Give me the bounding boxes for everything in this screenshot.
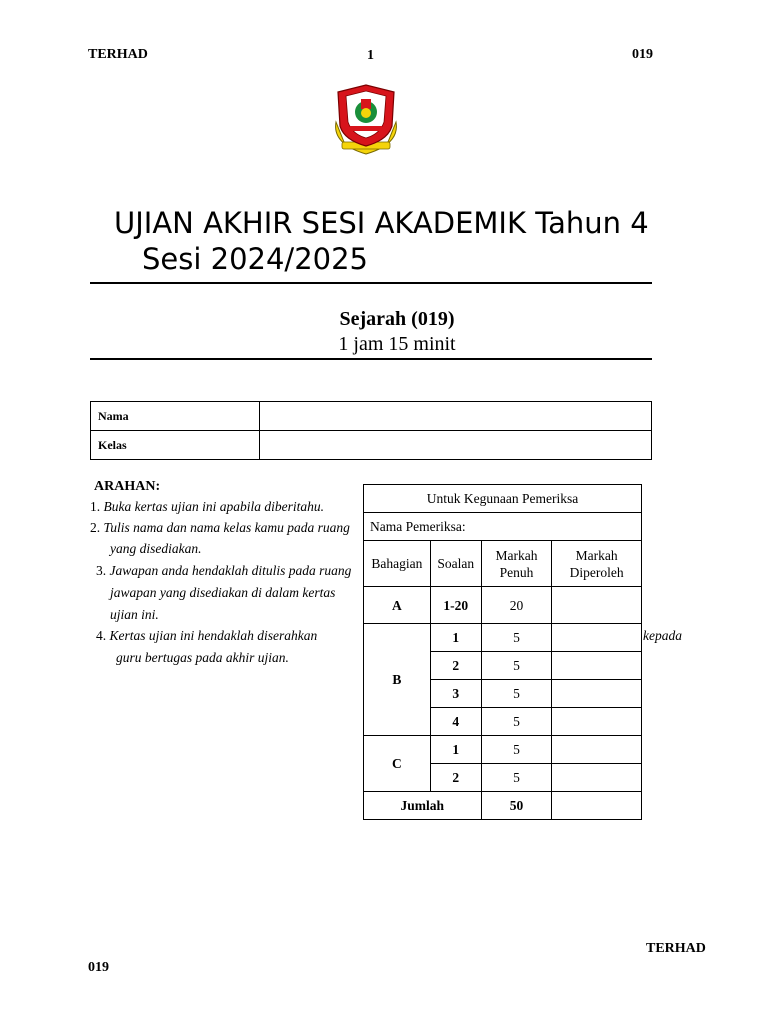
instruction-text: Buka kertas ujian ini apabila diberitahu. bbox=[103, 499, 324, 514]
table-title: Untuk Kegunaan Pemeriksa bbox=[364, 485, 642, 513]
question-cell: 1-20 bbox=[430, 587, 481, 624]
instruction-text: Jawapan anda hendaklah ditulis pada ruang bbox=[109, 563, 352, 578]
question-cell: 1 bbox=[430, 736, 481, 764]
header-marks-obtained-text: Markah Diperoleh bbox=[569, 547, 624, 580]
examiner-marks-table bbox=[363, 484, 642, 820]
instruction-item-2 bbox=[90, 517, 350, 539]
total-marks-obtained[interactable] bbox=[552, 792, 642, 820]
exam-title bbox=[114, 205, 694, 277]
header-section: Bahagian bbox=[364, 541, 431, 587]
exam-title-session: Sesi 2024/2025 bbox=[142, 242, 369, 276]
subject-name: Sejarah (019) bbox=[339, 308, 455, 330]
table-header-row bbox=[364, 541, 642, 587]
footer-code: 019 bbox=[88, 960, 109, 975]
total-row bbox=[364, 792, 642, 820]
marks-obtained-cell[interactable] bbox=[552, 764, 642, 792]
table-title-row bbox=[364, 485, 642, 513]
full-marks-cell: 5 bbox=[481, 708, 552, 736]
examiner-name-label: Nama Pemeriksa: bbox=[364, 513, 642, 541]
examiner-row bbox=[364, 513, 642, 541]
total-label: Jumlah bbox=[364, 792, 482, 820]
section-a: A bbox=[364, 587, 431, 624]
total-full-marks: 50 bbox=[481, 792, 552, 820]
full-marks-cell: 5 bbox=[481, 624, 552, 652]
full-marks-cell: 5 bbox=[481, 652, 552, 680]
instruction-text: Kertas ujian ini hendaklah diserahkan bbox=[109, 628, 318, 643]
header-classification: TERHAD bbox=[88, 47, 148, 62]
student-info-table bbox=[90, 401, 652, 460]
subject-divider bbox=[90, 358, 652, 360]
name-row bbox=[91, 402, 652, 431]
class-label: Kelas bbox=[91, 431, 260, 460]
section-c: C bbox=[364, 736, 431, 792]
marks-obtained-cell[interactable] bbox=[552, 624, 642, 652]
question-cell: 3 bbox=[430, 680, 481, 708]
question-cell: 2 bbox=[430, 764, 481, 792]
table-row bbox=[364, 587, 642, 624]
exam-title-line1: UJIAN AKHIR SESI AKADEMIK Tahun 4 bbox=[114, 206, 649, 240]
exam-duration: 1 jam 15 minit bbox=[338, 333, 456, 355]
header-full-marks-text: Markah Penuh bbox=[495, 547, 538, 580]
instruction-number: 4. bbox=[96, 628, 107, 643]
title-divider bbox=[90, 282, 652, 284]
full-marks-cell: 5 bbox=[481, 764, 552, 792]
table-row bbox=[364, 624, 642, 652]
question-cell: 2 bbox=[430, 652, 481, 680]
footer-classification: TERHAD bbox=[646, 941, 706, 956]
name-label: Nama bbox=[91, 402, 260, 431]
header-code: 019 bbox=[632, 47, 653, 62]
instruction-item-1 bbox=[90, 496, 324, 518]
table-row bbox=[364, 736, 642, 764]
instruction-item-3 bbox=[96, 560, 351, 582]
instruction-text: Tulis nama dan nama kelas kamu pada ruang bbox=[103, 520, 350, 535]
header-question: Soalan bbox=[430, 541, 481, 587]
full-marks-cell: 20 bbox=[481, 587, 552, 624]
name-field[interactable] bbox=[260, 402, 652, 431]
header-page-number: 1 bbox=[367, 48, 374, 63]
marks-obtained-cell[interactable] bbox=[552, 652, 642, 680]
marks-obtained-cell[interactable] bbox=[552, 708, 642, 736]
instruction-text-continued: yang disediakan. bbox=[110, 541, 202, 556]
instruction-overflow-text: kepada bbox=[643, 628, 682, 643]
instruction-number: 1. bbox=[90, 499, 101, 514]
instruction-item-4 bbox=[96, 625, 317, 647]
question-cell: 4 bbox=[430, 708, 481, 736]
marks-obtained-cell[interactable] bbox=[552, 680, 642, 708]
instruction-text-continued: guru bertugas pada akhir ujian. bbox=[116, 650, 289, 665]
header-full-marks bbox=[481, 541, 552, 587]
full-marks-cell: 5 bbox=[481, 680, 552, 708]
instruction-number: 3. bbox=[96, 563, 107, 578]
marks-obtained-cell[interactable] bbox=[552, 736, 642, 764]
marks-obtained-cell[interactable] bbox=[552, 587, 642, 624]
class-field[interactable] bbox=[260, 431, 652, 460]
instruction-number: 2. bbox=[90, 520, 101, 535]
section-b: B bbox=[364, 624, 431, 736]
instruction-text-continued: ujian ini. bbox=[110, 607, 159, 622]
instruction-text-continued: jawapan yang disediakan di dalam kertas bbox=[110, 585, 336, 600]
header-marks-obtained bbox=[552, 541, 642, 587]
school-crest-logo bbox=[328, 82, 404, 158]
class-row bbox=[91, 431, 652, 460]
question-cell: 1 bbox=[430, 624, 481, 652]
full-marks-cell: 5 bbox=[481, 736, 552, 764]
instructions-heading: ARAHAN: bbox=[94, 479, 161, 494]
